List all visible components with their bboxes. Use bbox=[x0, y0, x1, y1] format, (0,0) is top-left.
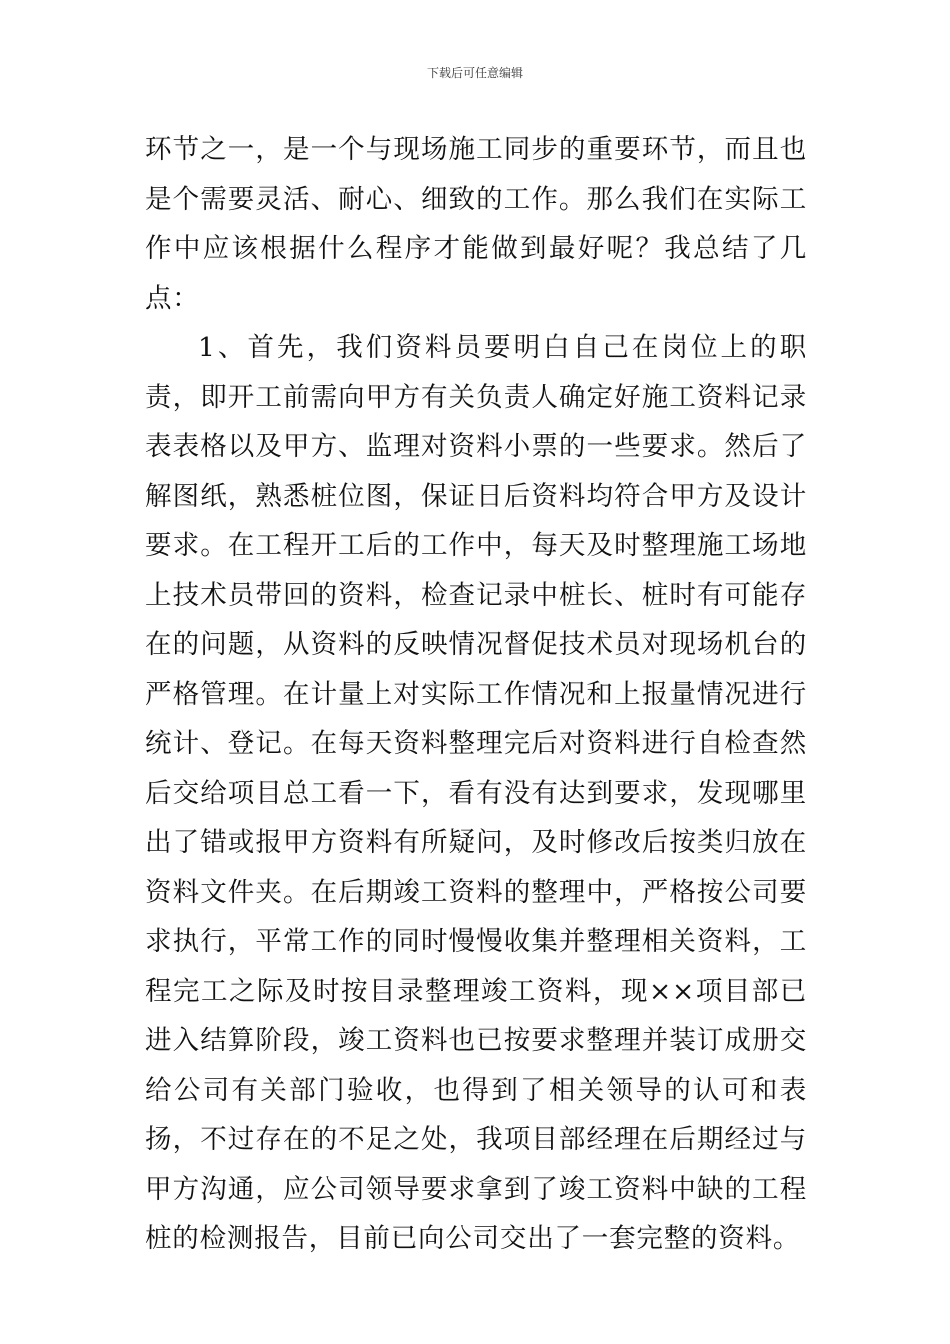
document-body bbox=[145, 125, 807, 1264]
page-header: 下载后可任意编辑 bbox=[426, 66, 523, 80]
paragraph-continuation: 环节之一，是一个与现场施工同步的重要环节，而且也是个需要灵活、耐心、细致的工作。那么我们在实际工作中应该根据什么程序才能做到最好呢？我总结了几点： bbox=[145, 134, 807, 314]
paragraph-item-1: 1、首先，我们资料员要明白自己在岗位上的职责，即开工前需向甲方有关负责人确定好施工资料记录表表格以及甲方、监理对资料小票的一些要求。然后了解图纸，熟悉桩位图，保证日后资料均符合甲方及设计要求。在工程开工后的工作中，每天及时整理施工场地上技术员带回的资料，检查记录中桩长、桩时有可能存在的问题，从资料的反映情况督促技术员对现场机台的严格管理。在计量上对实际工作情况和上报量情况进行统计、登记。在每天资料整理完后对资料进行自检查然后交给项目总工看一下，看有没有达到要求，发现哪里出了错或报甲方资料有所疑问，及时修改后按类归放在资料文件夹。在后期竣工资料的整理中，严格按公司要求执行，平常工作的同时慢慢收集并整理相关资料，工程完工之际及时按目录整理竣工资料，现××项目部已进入结算阶段，竣工资料也已按要求整理并装订成册交给公司有关部门验收，也得到了相关领导的认可和表扬，不过存在的不足之处，我项目部经理在后期经过与甲方沟通，应公司领导要求拿到了竣工资料中缺的工程桩的检测报告，目前已向公司交出了一套完整的资料。 bbox=[145, 332, 807, 1254]
